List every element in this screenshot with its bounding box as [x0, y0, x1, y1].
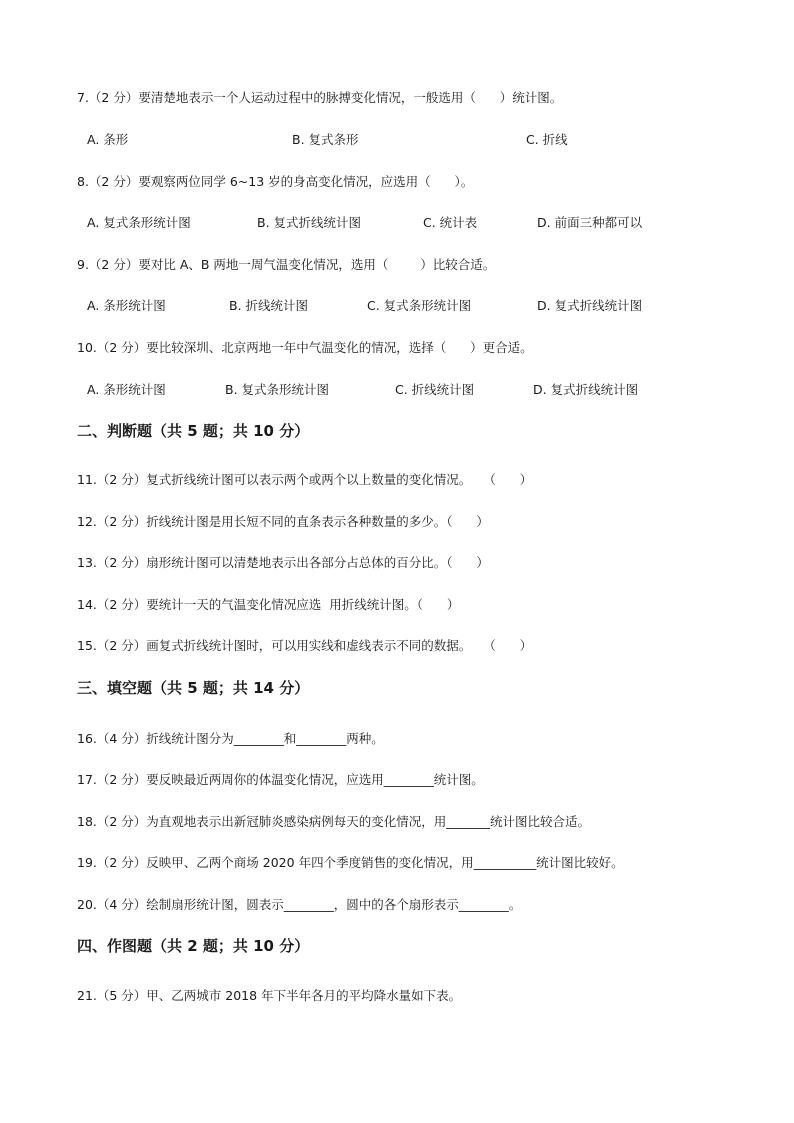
section-heading-fill-blank: 三、填空题（共 5 题；共 14 分）: [77, 679, 310, 697]
question-9: 9.（2 分）要对比 A、B 两地一周气温变化情况，选用（ ）比较合适。: [77, 257, 496, 272]
q9-option-c: C. 复式条形统计图: [367, 298, 472, 313]
question-20: 20.（4 分）绘制扇形统计图，圆表示________，圆中的各个扇形表示________。: [77, 897, 522, 912]
question-13: 13.（2 分）扇形统计图可以清楚地表示出各部分占总体的百分比。（ ）: [77, 555, 489, 570]
question-14: 14.（2 分）要统计一天的气温变化情况应选 用折线统计图。（ ）: [77, 597, 460, 612]
question-16: 16.（4 分）折线统计图分为________和________两种。: [77, 731, 384, 746]
question-12: 12.（2 分）折线统计图是用长短不同的直条表示各种数量的多少。（ ）: [77, 514, 489, 529]
question-10: 10.（2 分）要比较深圳、北京两地一年中气温变化的情况，选择（ ）更合适。: [77, 340, 533, 355]
question-21: 21.（5 分）甲、乙两城市 2018 年下半年各月的平均降水量如下表。: [77, 988, 462, 1003]
question-19: 19.（2 分）反映甲、乙两个商场 2020 年四个季度销售的变化情况，用__________统计图比较好。: [77, 855, 624, 870]
q10-option-c: C. 折线统计图: [395, 382, 475, 397]
q7-option-a: A. 条形: [87, 132, 129, 147]
q9-option-d: D. 复式折线统计图: [537, 298, 643, 313]
question-15: 15.（2 分）画复式折线统计图时，可以用实线和虚线表示不同的数据。 （ ）: [77, 638, 533, 653]
q8-option-d: D. 前面三种都可以: [537, 215, 643, 230]
q7-option-c: C. 折线: [526, 132, 568, 147]
q8-option-b: B. 复式折线统计图: [257, 215, 362, 230]
question-17: 17.（2 分）要反映最近两周你的体温变化情况，应选用________统计图。: [77, 772, 484, 787]
q10-option-a: A. 条形统计图: [87, 382, 166, 397]
question-18: 18.（2 分）为直观地表示出新冠肺炎感染病例每天的变化情况，用_______统计图比较合适。: [77, 814, 591, 829]
q8-option-a: A. 复式条形统计图: [87, 215, 191, 230]
q7-option-b: B. 复式条形: [292, 132, 359, 147]
section-heading-judgment: 二、判断题（共 5 题；共 10 分）: [77, 422, 310, 440]
question-11: 11.（2 分）复式折线统计图可以表示两个或两个以上数量的变化情况。 （ ）: [77, 472, 533, 487]
question-8: 8.（2 分）要观察两位同学 6~13 岁的身高变化情况，应选用（ ）。: [77, 174, 474, 189]
section-heading-drawing: 四、作图题（共 2 题；共 10 分）: [77, 937, 310, 955]
q10-option-b: B. 复式条形统计图: [225, 382, 330, 397]
q8-option-c: C. 统计表: [423, 215, 478, 230]
q9-option-a: A. 条形统计图: [87, 298, 166, 313]
q10-option-d: D. 复式折线统计图: [533, 382, 639, 397]
q9-option-b: B. 折线统计图: [229, 298, 309, 313]
question-7: 7.（2 分）要清楚地表示一个人运动过程中的脉搏变化情况，一般选用（ ）统计图。: [77, 90, 563, 105]
